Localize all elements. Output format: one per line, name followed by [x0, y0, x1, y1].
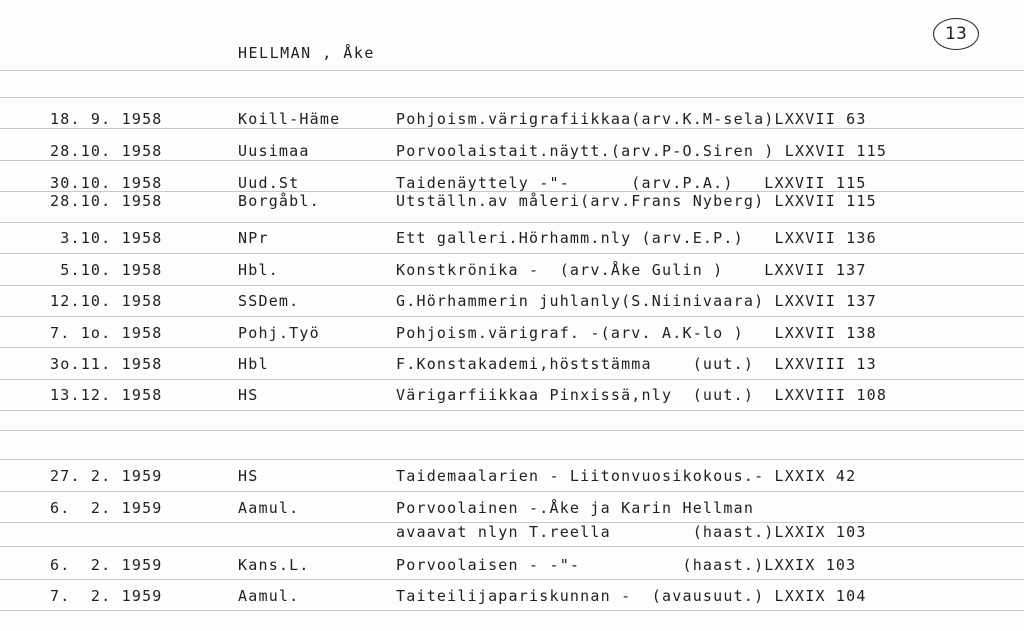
entry-newspaper: Aamul. — [238, 587, 300, 605]
entry-description: Porvoolaisen - -"- (haast.)LXXIX 103 — [396, 556, 857, 574]
entry-date: 5.10. 1958 — [50, 261, 163, 279]
ruled-line — [0, 379, 1024, 380]
entry-description: Värigarfiikkaa Pinxissä,nly (uut.) LXXVIII 108 — [396, 386, 888, 404]
entry-description: F.Konstakademi,höststämma (uut.) LXXVIII 13 — [396, 355, 877, 373]
ruled-line — [0, 97, 1024, 98]
ruled-line — [0, 253, 1024, 254]
entry-description-continued: avaavat nlyn T.reella (haast.)LXXIX 103 — [396, 523, 867, 541]
entry-date: 7. 1o. 1958 — [50, 324, 163, 342]
entry-newspaper: Pohj.Työ — [238, 324, 320, 342]
ruled-line — [0, 579, 1024, 580]
entry-description: Pohjoism.värigraf. -(arv. A.K-lo ) LXXVII 138 — [396, 324, 877, 342]
entry-date: 6. 2. 1959 — [50, 556, 163, 574]
entry-newspaper: HS — [238, 386, 259, 404]
card-number-circle: 13 — [933, 18, 979, 50]
entry-newspaper: Koill-Häme — [238, 110, 341, 128]
entry-description: Taidenäyttely -"- (arv.P.A.) LXXVII 115 — [396, 174, 867, 192]
entry-description: Pohjoism.värigrafiikkaa(arv.K.M-sela)LXXVII 63 — [396, 110, 867, 128]
entry-description: Konstkrönika - (arv.Åke Gulin ) LXXVII 137 — [396, 261, 867, 279]
ruled-line — [0, 316, 1024, 317]
ruled-line — [0, 430, 1024, 431]
ruled-line — [0, 459, 1024, 460]
ruled-line — [0, 70, 1024, 71]
entry-newspaper: Aamul. — [238, 499, 300, 517]
ruled-line — [0, 160, 1024, 161]
entry-date: 28.10. 1958 — [50, 192, 163, 210]
entry-newspaper: Hbl. — [238, 261, 279, 279]
ruled-line — [0, 222, 1024, 223]
entry-description: Porvoolaistait.näytt.(arv.P-O.Siren ) LXXVII 115 — [396, 142, 888, 160]
entry-date: 18. 9. 1958 — [50, 110, 163, 128]
entry-date: 3o.11. 1958 — [50, 355, 163, 373]
ruled-line — [0, 347, 1024, 348]
entry-description: Taiteilijapariskunnan - (avausuut.) LXXIX 104 — [396, 587, 867, 605]
entry-newspaper: NPr — [238, 229, 269, 247]
entry-date: 6. 2. 1959 — [50, 499, 163, 517]
entry-date: 30.10. 1958 — [50, 174, 163, 192]
entry-newspaper: Uud.St — [238, 174, 300, 192]
entry-date: 12.10. 1958 — [50, 292, 163, 310]
entry-newspaper: Borgåbl. — [238, 192, 320, 210]
entry-description: Ett galleri.Hörhamm.nly (arv.E.P.) LXXVII 136 — [396, 229, 877, 247]
ruled-line — [0, 546, 1024, 547]
ruled-line — [0, 285, 1024, 286]
card-header-name: HELLMAN , Åke — [238, 44, 375, 62]
ruled-line — [0, 410, 1024, 411]
entry-description: G.Hörhammerin juhlanly(S.Niinivaara) LXXVII 137 — [396, 292, 877, 310]
entry-date: 7. 2. 1959 — [50, 587, 163, 605]
entry-date: 27. 2. 1959 — [50, 467, 163, 485]
ruled-line — [0, 128, 1024, 129]
entry-newspaper: Uusimaa — [238, 142, 310, 160]
entry-newspaper: HS — [238, 467, 259, 485]
entry-newspaper: Hbl — [238, 355, 269, 373]
entry-description: Porvoolainen -.Åke ja Karin Hellman — [396, 499, 755, 517]
entry-date: 3.10. 1958 — [50, 229, 163, 247]
entry-newspaper: Kans.L. — [238, 556, 310, 574]
entry-date: 28.10. 1958 — [50, 142, 163, 160]
entry-date: 13.12. 1958 — [50, 386, 163, 404]
entry-description: Taidemaalarien - Liitonvuosikokous.- LXXIX 42 — [396, 467, 857, 485]
entry-newspaper: SSDem. — [238, 292, 300, 310]
ruled-line — [0, 610, 1024, 611]
ruled-line — [0, 491, 1024, 492]
entry-description: Utställn.av måleri(arv.Frans Nyberg) LXXVII 115 — [396, 192, 877, 210]
